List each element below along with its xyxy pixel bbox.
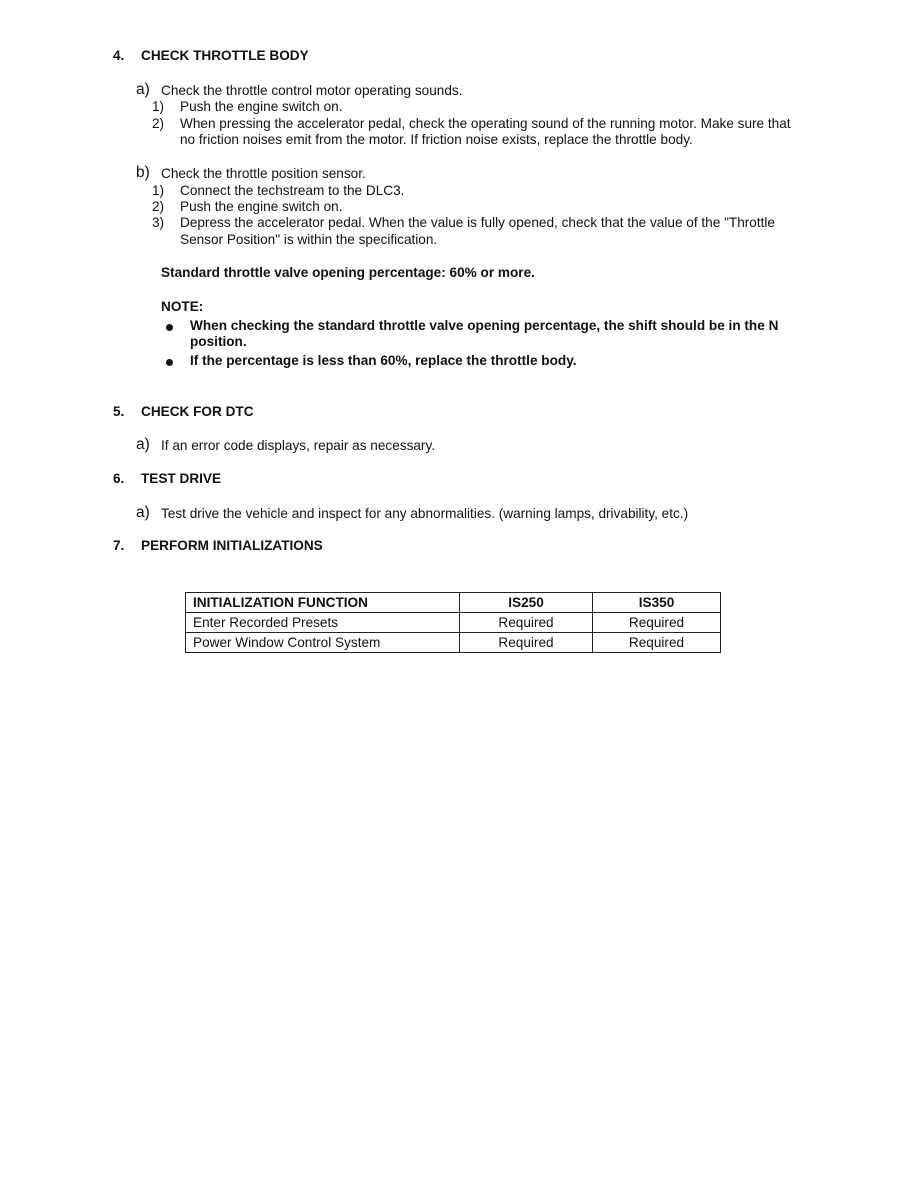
s4-a-text: Check the throttle control motor operating sounds. xyxy=(161,83,463,98)
bullet-icon xyxy=(166,359,173,366)
s4-a-step-2-text-line2: no friction noises emit from the motor. If friction noise exists, replace the throttle body. xyxy=(180,132,693,147)
note-2-line1: If the percentage is less than 60%, replace the throttle body. xyxy=(190,353,577,368)
section-4-title: CHECK THROTTLE BODY xyxy=(141,48,309,63)
s4-a-step-2-text-line1: When pressing the accelerator pedal, check the operating sound of the running motor. Make sure that xyxy=(180,116,791,131)
table-cell: Power Window Control System xyxy=(186,633,460,653)
s4-b-letter: b) xyxy=(136,164,150,181)
initialization-table xyxy=(185,592,721,653)
section-5-number: 5. xyxy=(113,404,125,419)
bullet-icon xyxy=(166,324,173,331)
s4-b-step-2-num: 2) xyxy=(152,199,165,214)
s4-a-step-1-num: 1) xyxy=(152,99,165,114)
s4-b-step-1-num: 1) xyxy=(152,183,165,198)
section-4-number: 4. xyxy=(113,48,125,63)
s6-a-letter: a) xyxy=(136,504,150,521)
table-cell: Required xyxy=(593,633,721,653)
note-1-line1: When checking the standard throttle valve opening percentage, the shift should be in the N xyxy=(190,318,779,333)
section-7-title: PERFORM INITIALIZATIONS xyxy=(141,538,323,553)
s4-b-step-2-text: Push the engine switch on. xyxy=(180,199,343,214)
section-5-title: CHECK FOR DTC xyxy=(141,404,254,419)
s4-a-letter: a) xyxy=(136,81,150,98)
s4-b-step-3-text-line1: Depress the accelerator pedal. When the value is fully opened, check that the value of the "Throttle xyxy=(180,215,775,230)
note-label: NOTE: xyxy=(161,299,204,314)
section-7-number: 7. xyxy=(113,538,125,553)
s6-a-text: Test drive the vehicle and inspect for any abnormalities. (warning lamps, drivability, etc.) xyxy=(161,506,689,521)
s5-a-letter: a) xyxy=(136,436,150,453)
note-1-line2: position. xyxy=(190,334,247,349)
header-is350: IS350 xyxy=(593,593,721,613)
table-cell: Required xyxy=(460,613,593,633)
table-cell: Enter Recorded Presets xyxy=(186,613,460,633)
header-is250: IS250 xyxy=(460,593,593,613)
s4-b-step-3-text-line2: Sensor Position" is within the specification. xyxy=(180,232,438,247)
table-row xyxy=(186,633,721,653)
s4-b-step-1-text: Connect the techstream to the DLC3. xyxy=(180,183,405,198)
s4-a-step-2-num: 2) xyxy=(152,116,165,131)
section-6-number: 6. xyxy=(113,471,125,486)
header-function: INITIALIZATION FUNCTION xyxy=(186,593,460,613)
s4-a-step-1-text: Push the engine switch on. xyxy=(180,99,343,114)
table-cell: Required xyxy=(460,633,593,653)
s4-b-step-3-num: 3) xyxy=(152,215,165,230)
table-cell: Required xyxy=(593,613,721,633)
s4-b-text: Check the throttle position sensor. xyxy=(161,166,366,181)
standard-spec: Standard throttle valve opening percentage: 60% or more. xyxy=(161,265,535,280)
table-header-row xyxy=(186,593,721,613)
s5-a-text: If an error code displays, repair as necessary. xyxy=(161,438,436,453)
table-row xyxy=(186,613,721,633)
section-6-title: TEST DRIVE xyxy=(141,471,222,486)
